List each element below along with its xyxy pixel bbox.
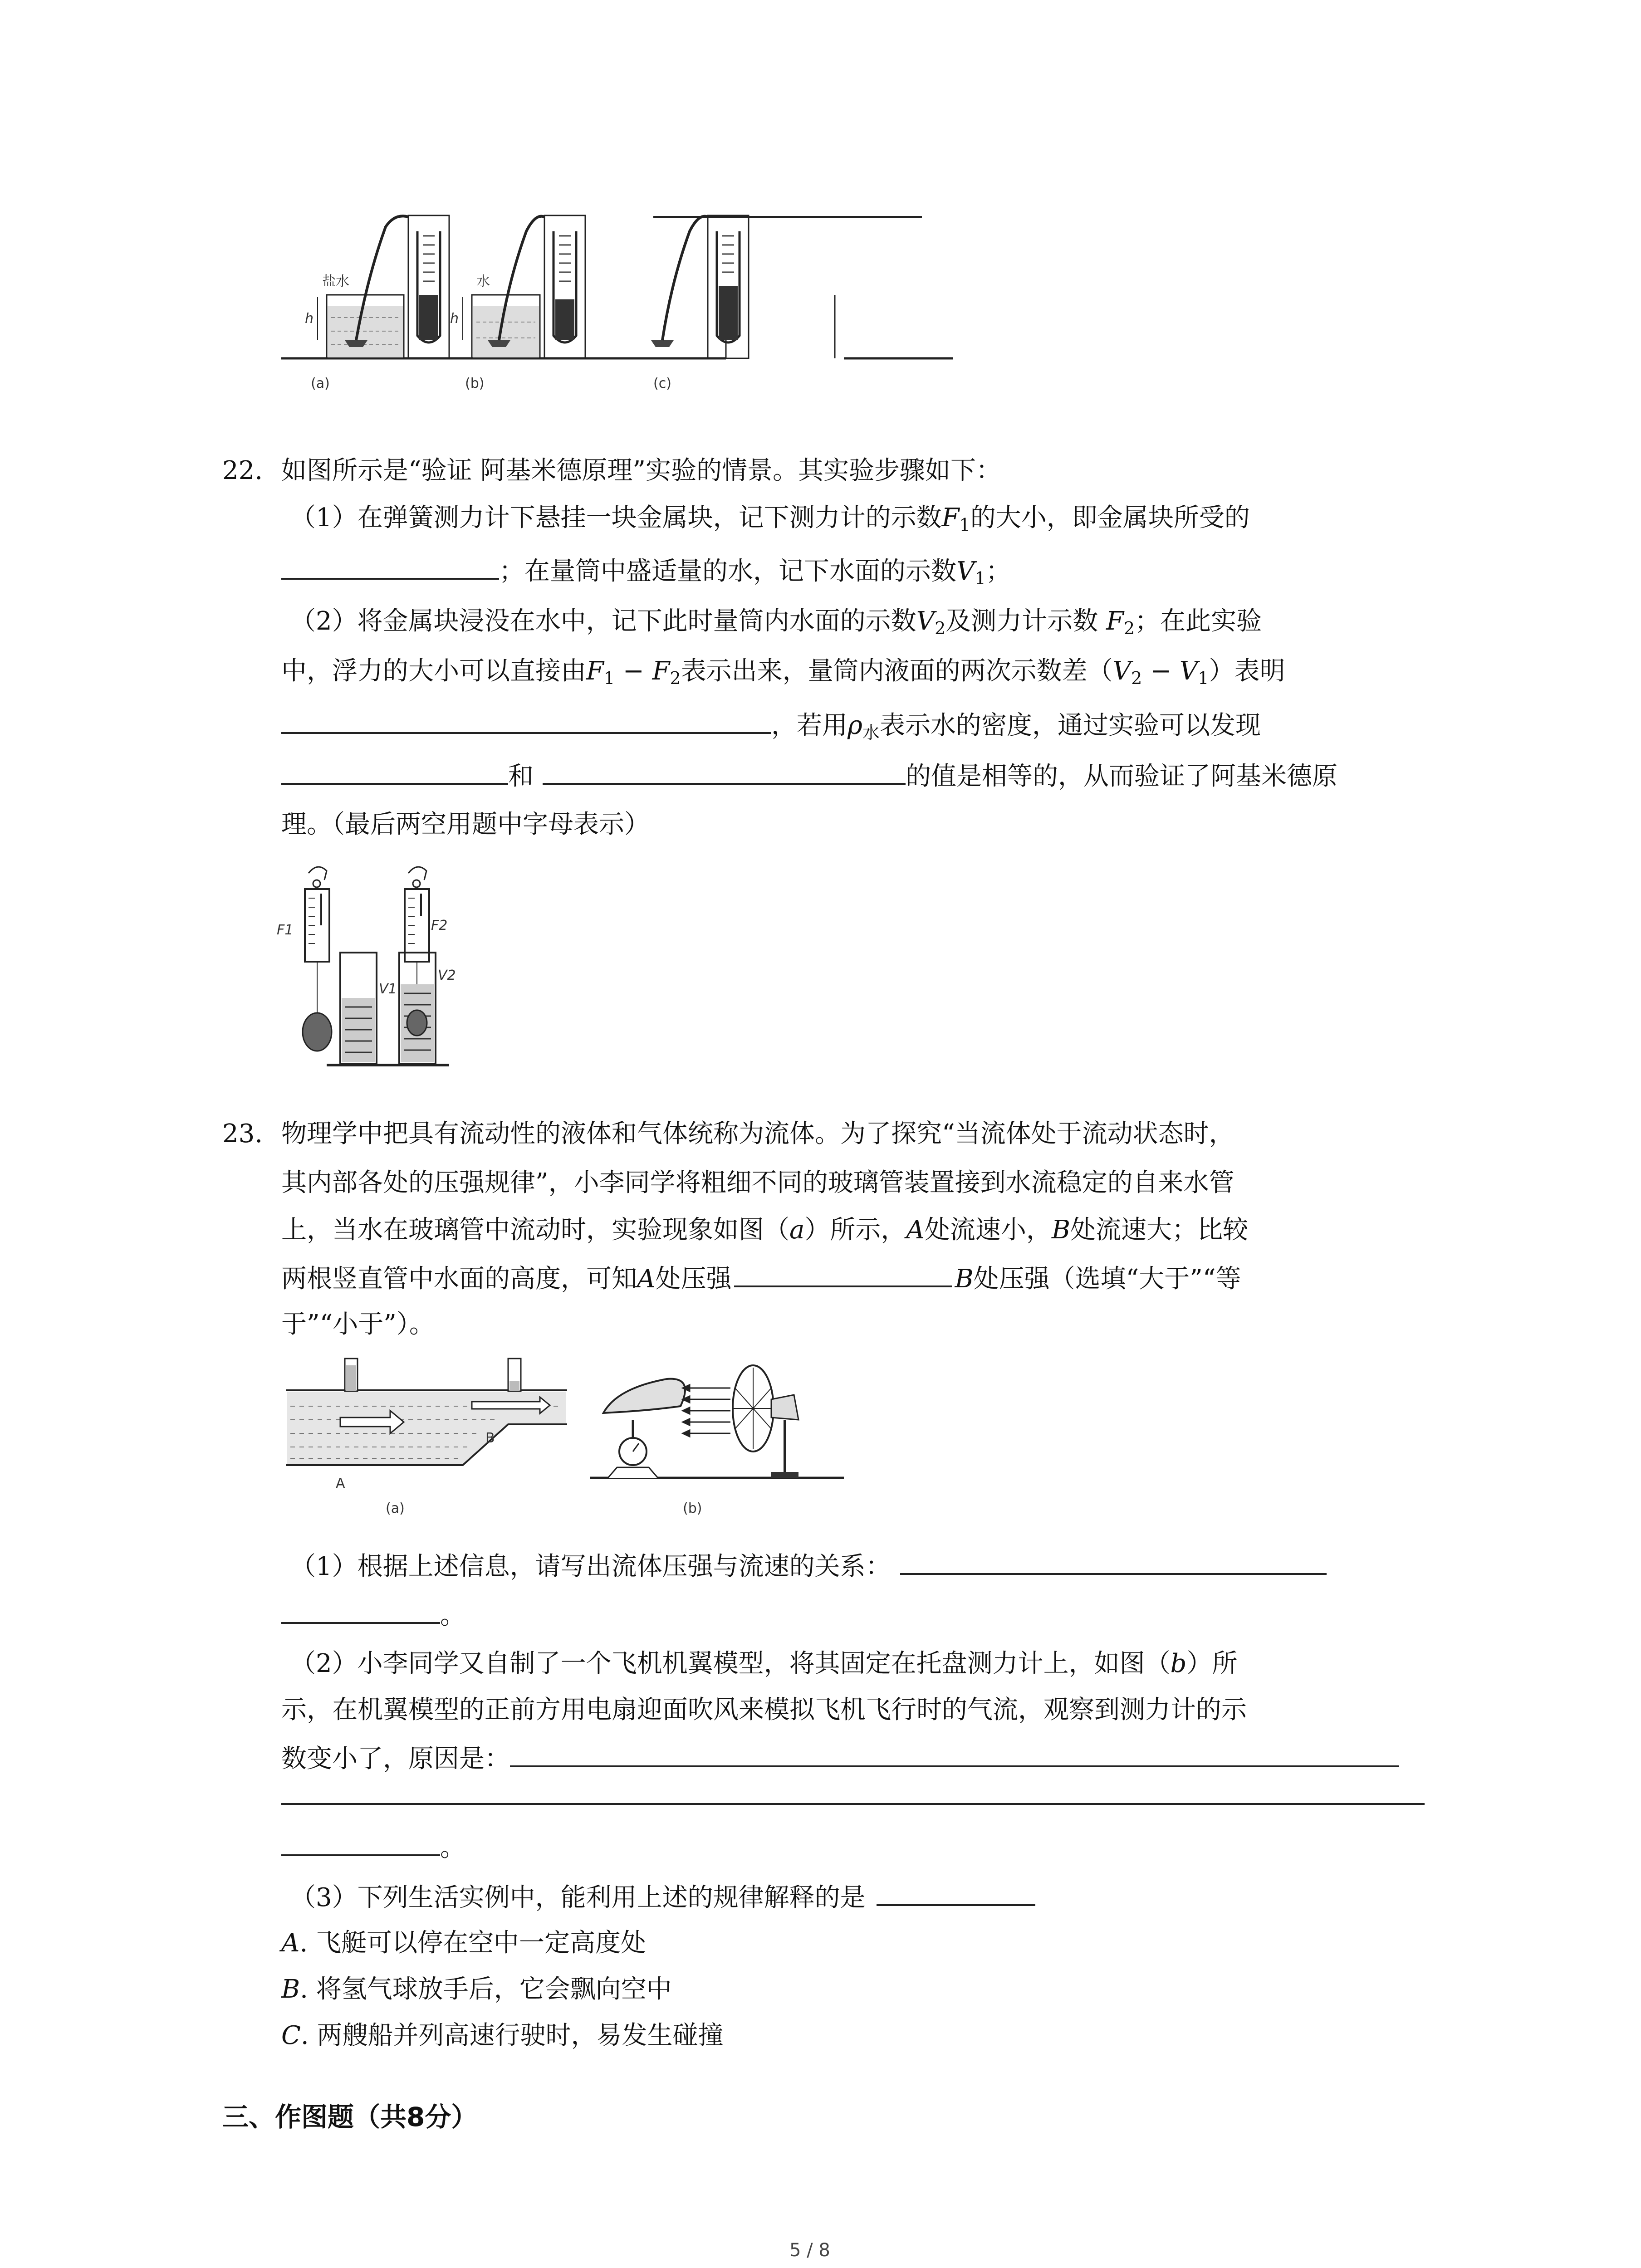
q23-part1-line2: 。 [281, 1596, 465, 1634]
q23-line3: 上，当水在玻璃管中流动时，实验现象如图（a）所示，A处流速小，B处流速大；比较 [281, 1215, 1248, 1245]
q23-option-c[interactable]: C. 两艘船并列高速行驶时，易发生碰撞 [281, 2021, 724, 2050]
label-water: 水 [476, 274, 490, 289]
q23-blank-p1b[interactable] [281, 1596, 440, 1624]
q23-part2-line5: 。 [281, 1828, 465, 1866]
q22-step2-line5: 理。（最后两空用题中字母表示） [281, 810, 650, 839]
section-3-heading: 三、作图题（共8分） [222, 2102, 478, 2132]
caption-a: (a) [311, 376, 330, 391]
q22-step2-line3: ，若用$\rho_水$表示水的密度，通过实验可以发现 [281, 706, 1261, 751]
q23-blank-p2b[interactable] [281, 1803, 1425, 1805]
q22-blank-4[interactable] [543, 757, 906, 785]
label-V2: V2 [438, 968, 456, 983]
figure-q22-archimedes [272, 862, 490, 1070]
label-h-a: h [305, 311, 314, 327]
wing-fan-diagram-b [590, 1365, 844, 1516]
q23-blank-p2c[interactable] [281, 1828, 440, 1856]
q23-line1: 物理学中把具有流动性的液体和气体统称为流体。为了探究“当流体处于流动状态时， [281, 1119, 1234, 1149]
q23-line4: 两根竖直管中水面的高度，可知A处压强 B处压强（选填“大于”“等 [281, 1259, 1241, 1297]
q23-number: 23. [222, 1119, 263, 1149]
q22-blank-3[interactable] [281, 757, 508, 785]
q22-step1-line1: （1）在弹簧测力计下悬挂一块金属块，记下测力计的示数$F_1$的大小，即金属块所受的 [290, 503, 1250, 535]
q23-option-a[interactable]: A. 飞艇可以停在空中一定高度处 [281, 1928, 647, 1958]
caption-b: (b) [465, 376, 485, 391]
spring-scale-1 [277, 867, 332, 1051]
label-h-b: h [450, 311, 459, 327]
q23-blank-p2a[interactable] [510, 1739, 1399, 1767]
q22-step2-line2: 中，浮力的大小可以直接由$F_1 - F_2$表示出来，量筒内液面的两次示数差$(V_2 - V_1)$表明 [281, 656, 1285, 688]
cylinder-v1 [327, 953, 397, 1065]
q22-stem: 如图所示是“验证 阿基米德原理”实验的情景。其实验步骤如下： [281, 456, 1002, 485]
cylinder-v2 [386, 953, 456, 1065]
beaker-a [305, 215, 449, 391]
label-saltwater: 盐水 [322, 274, 349, 289]
label-A: A [336, 1476, 345, 1491]
q23-blank-compare[interactable] [734, 1259, 952, 1287]
q22-step2-line4: 和 的值是相等的，从而验证了阿基米德原 [281, 757, 1337, 795]
figure-q23 [272, 1356, 844, 1529]
q23-line2: 其内部各处的压强规律”，小李同学将粗细不同的玻璃管装置接到水流稳定的自来水管 [281, 1168, 1234, 1198]
beaker-b [450, 215, 585, 391]
gauge-c [651, 215, 749, 391]
q23-part1-line1: （1）根据上述信息，请写出流体压强与流速的关系： [290, 1547, 1327, 1585]
caption-c: (c) [653, 376, 671, 391]
q23-part3: （3）下列生活实例中，能利用上述的规律解释的是 [290, 1878, 1035, 1916]
label-V1: V1 [379, 981, 397, 997]
q22-number: 22. [222, 456, 263, 485]
label-F2: F2 [431, 918, 448, 934]
q23-blank-p3[interactable] [877, 1878, 1035, 1906]
page-number: 5 / 8 [789, 2240, 830, 2261]
q23-part2-line2: 示，在机翼模型的正前方用电扇迎面吹风来模拟飞机飞行时的气流，观察到测力计的示 [281, 1695, 1247, 1725]
pipe-diagram-a [286, 1359, 567, 1516]
caption-a: (a) [386, 1501, 405, 1516]
caption-b: (b) [683, 1501, 702, 1516]
q22-step2-line1: （2）将金属块浸没在水中，记下此时量筒内水面的示数$V_2$及测力计示数 $F_2$；在此实验 [290, 606, 1262, 638]
q23-blank-p1a[interactable] [900, 1547, 1327, 1575]
q22-step1-line2: ；在量筒中盛适量的水，记下水面的示数$V_1$； [281, 552, 1011, 596]
label-F1: F1 [277, 922, 294, 938]
q22-blank-2[interactable] [281, 706, 771, 734]
q22-blank-1[interactable] [281, 552, 499, 580]
q23-option-b[interactable]: B. 将氢气球放手后，它会飘向空中 [281, 1975, 672, 2004]
q23-line5: 于”“小于”）。 [281, 1310, 435, 1339]
figure-q21-pressure-gauge [272, 204, 953, 399]
label-B: B [485, 1430, 495, 1446]
q23-part2-line1: （2）小李同学又自制了一个飞机机翼模型，将其固定在托盘测力计上，如图（b）所 [290, 1649, 1238, 1678]
q23-part2-line3: 数变小了，原因是： [281, 1739, 1399, 1777]
